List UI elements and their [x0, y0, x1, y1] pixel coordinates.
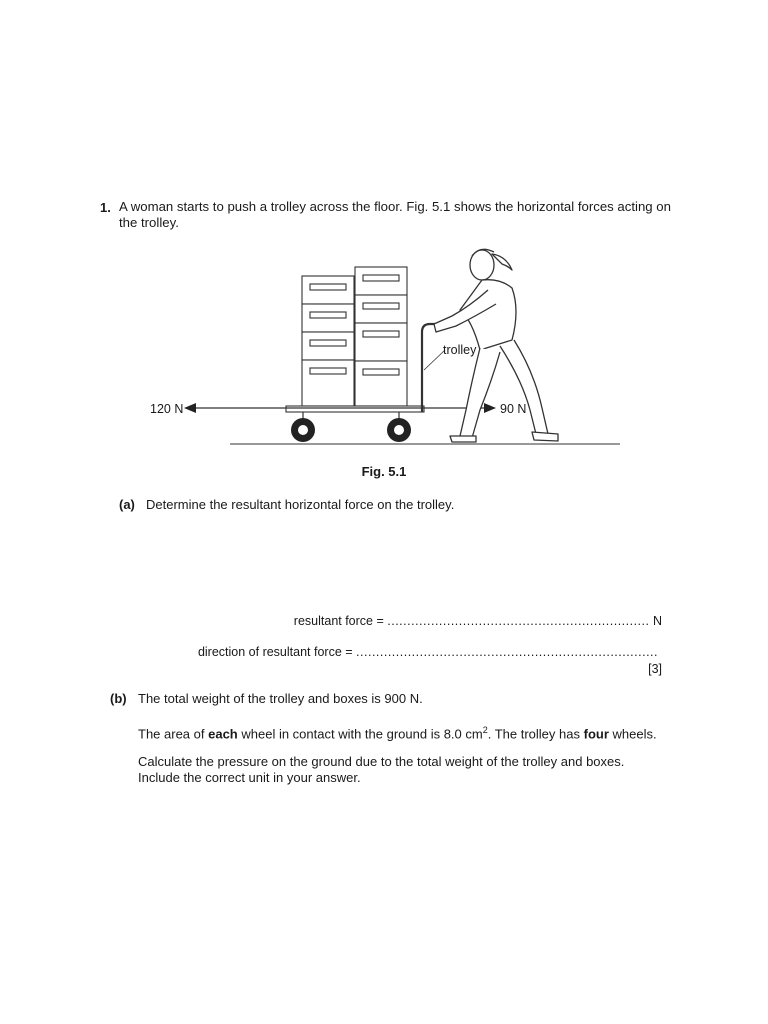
- left-arrowhead: [184, 403, 196, 413]
- part-b-line1: The total weight of the trolley and boxes is 900 N.: [138, 691, 423, 706]
- part-b-line2: [138, 722, 678, 742]
- part-a-marks: [3]: [648, 662, 662, 676]
- resultant-force-unit: N: [652, 614, 662, 628]
- line2-text-d: wheels.: [608, 726, 657, 742]
- resultant-force-label: resultant force =: [293, 614, 384, 628]
- box-stack-right: [355, 267, 407, 406]
- trolley-figure: [150, 240, 630, 455]
- line2-superscript: 2: [482, 725, 488, 735]
- figure-caption: Fig. 5.1: [361, 464, 407, 479]
- line2-text-c: . The trolley has: [487, 726, 584, 742]
- line2-text-a: The area of: [138, 726, 209, 742]
- line2-text-b: wheel in contact with the ground is 8.0 cm: [237, 726, 483, 742]
- wheel-left: [291, 412, 315, 442]
- right-force-label: 90 N: [500, 402, 527, 416]
- right-arrowhead: [484, 403, 496, 413]
- part-b-line3: Calculate the pressure on the ground due to the total weight of the trolley and boxes. Include the correct unit in your answer.: [138, 754, 625, 785]
- trolley-base: [286, 406, 424, 412]
- line2-bold-four: four: [583, 726, 609, 742]
- trolley-label: trolley: [443, 343, 477, 357]
- direction-label: direction of resultant force =: [197, 645, 353, 659]
- part-a-text: Determine the resultant horizontal force on the trolley.: [146, 497, 455, 512]
- trolley-handle: [422, 324, 435, 412]
- resultant-force-answer-line[interactable]: [294, 614, 662, 628]
- line2-bold-each: each: [208, 726, 238, 742]
- resultant-force-dots: ..................................................................: [387, 614, 650, 628]
- left-force-label: 120 N: [150, 402, 184, 416]
- part-a-label: (a): [119, 497, 135, 512]
- box-stack-left: [302, 276, 354, 406]
- part-b-label: (b): [110, 691, 127, 706]
- question-number: 1.: [100, 200, 111, 215]
- trolley-leader: [424, 350, 445, 370]
- question-intro: A woman starts to push a trolley across the floor. Fig. 5.1 shows the horizontal forces acting on the trolley.: [119, 199, 671, 230]
- wheel-right: [387, 412, 411, 442]
- direction-answer-line[interactable]: [198, 645, 658, 659]
- direction-dots: ............................................................................: [356, 645, 658, 659]
